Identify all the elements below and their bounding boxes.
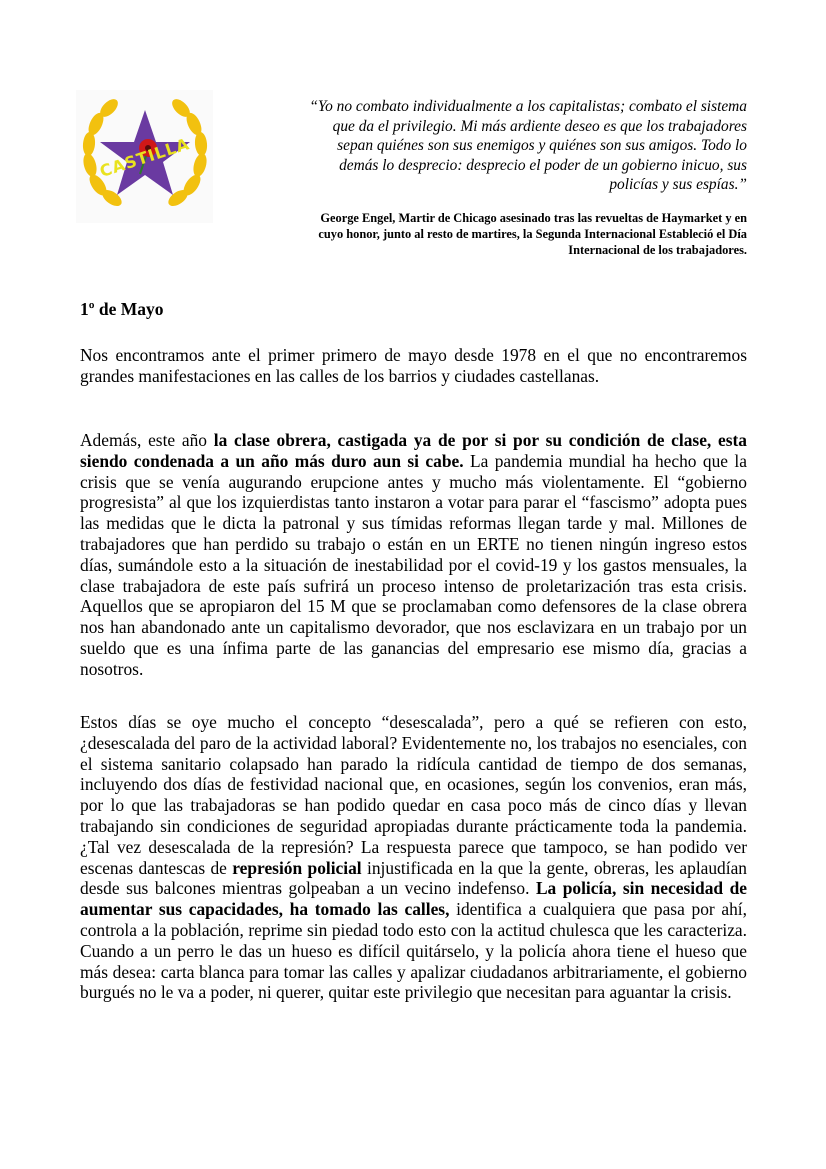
paragraph-3-text-c: injustificada en la que la gente, obreras, les aplaudían desde sus balcones mientras golpeaban a un vecino indefenso. xyxy=(80,857,748,899)
paragraph-3-text-e: identifica a cualquiera que pasa por ahí, controla a la población, reprime sin piedad todo esto con la actitud chulesca que les caracteriza. Cuando a un perro le das un hueso es difícil quitárselo, y la policía ahora tiene el hueso que más desea: carta blanca para tomar las calles y apalizar ciudadanos arbitrariamente, el gobierno burgués no le va a poder, ni querer, quitar este privilegio que necesitan para aguantar la crisis. xyxy=(80,899,747,1003)
logo-text: CASTILLA xyxy=(97,134,192,181)
paragraph-3 xyxy=(80,712,747,1003)
paragraph-1: Nos encontramos ante el primer primero de mayo desde 1978 en el que no encontraremos grandes manifestaciones en las calles de los barrios y ciudades castellanas. xyxy=(80,345,747,386)
paragraph-3-bold-2: La policía, sin necesidad de aumentar sus capacidades, ha tomado las calles, xyxy=(80,878,747,920)
paragraph-2-text-a: Además, este año xyxy=(80,430,214,450)
epigraph-attribution: George Engel, Martir de Chicago asesinado tras las revueltas de Haymarket y en cuyo honor, junto al resto de martires, la Segunda Internacional Estableció el Día Internacional de los trabajadores. xyxy=(318,211,747,257)
paragraph-2-text-c: La pandemia mundial ha hecho que la crisis que se venía augurando erupcione antes y mucho más violentamente. El “gobierno progresista” al que los izquierdistas tanto instaron a votar para parar el “fascismo” adopta pues las medidas que le dicta la patronal y sus tímidas reformas llegan tarde y mal. Millones de trabajadores que han perdido su trabajo o están en un ERTE no tienen ningún ingreso estos días, sumándole esto a la situación de inestabilidad por el covid-19 y los gastos mensuales, la clase trabajadora de este país sufrirá un proceso intenso de proletarización tras esta crisis. Aquellos que se apropiaron del 15 M que se proclamaban como defensores de la clase obrera nos han abandonado ante un capitalismo devorador, que nos esclavizara en un trabajo por un sueldo que es una ínfima parte de las ganancias del empresario ese mismo día, gracias a nosotros. xyxy=(80,450,747,679)
paragraph-3-bold-1: represión policial xyxy=(232,857,362,878)
paragraph-2-bold: la clase obrera, castigada ya de por si por su condición de clase, esta siendo condenada a un año más duro aun si cabe. xyxy=(80,430,747,471)
paragraph-3-text-a: Estos días se oye mucho el concepto “desescalada”, pero a qué se refieren con esto, ¿desescalada del paro de la actividad laboral? Evidentemente no, los trabajos no esenciales, con el sistema sanitario colapsado han parado la ridícula cantidad de tiempo de dos semanas, incluyendo dos días de festividad nacional que, en ocasiones, según los convenios, eran más, por lo que las trabajadoras se han podido quedar en casa poco más de cinco días y llevan trabajando sin condiciones de seguridad apropiadas durante prácticamente toda la pandemia. ¿Tal vez desescalada de la represión? La respuesta parece que tampoco, se han podido ver escenas dantescas de xyxy=(80,712,747,878)
paragraph-2 xyxy=(80,430,747,680)
epigraph-quote: “Yo no combato individualmente a los capitalistas; combato el sistema que da el privilegio. Mi más ardiente deseo es que los trabajadores sepan quiénes son sus enemigos y quiénes son sus amigos. Todo lo demás lo desprecio: desprecio el poder de un gobierno inicuo, sus policías y sus espías.” xyxy=(309,98,747,194)
section-heading: 1º de Mayo xyxy=(80,299,164,319)
castilla-logo xyxy=(76,90,213,223)
